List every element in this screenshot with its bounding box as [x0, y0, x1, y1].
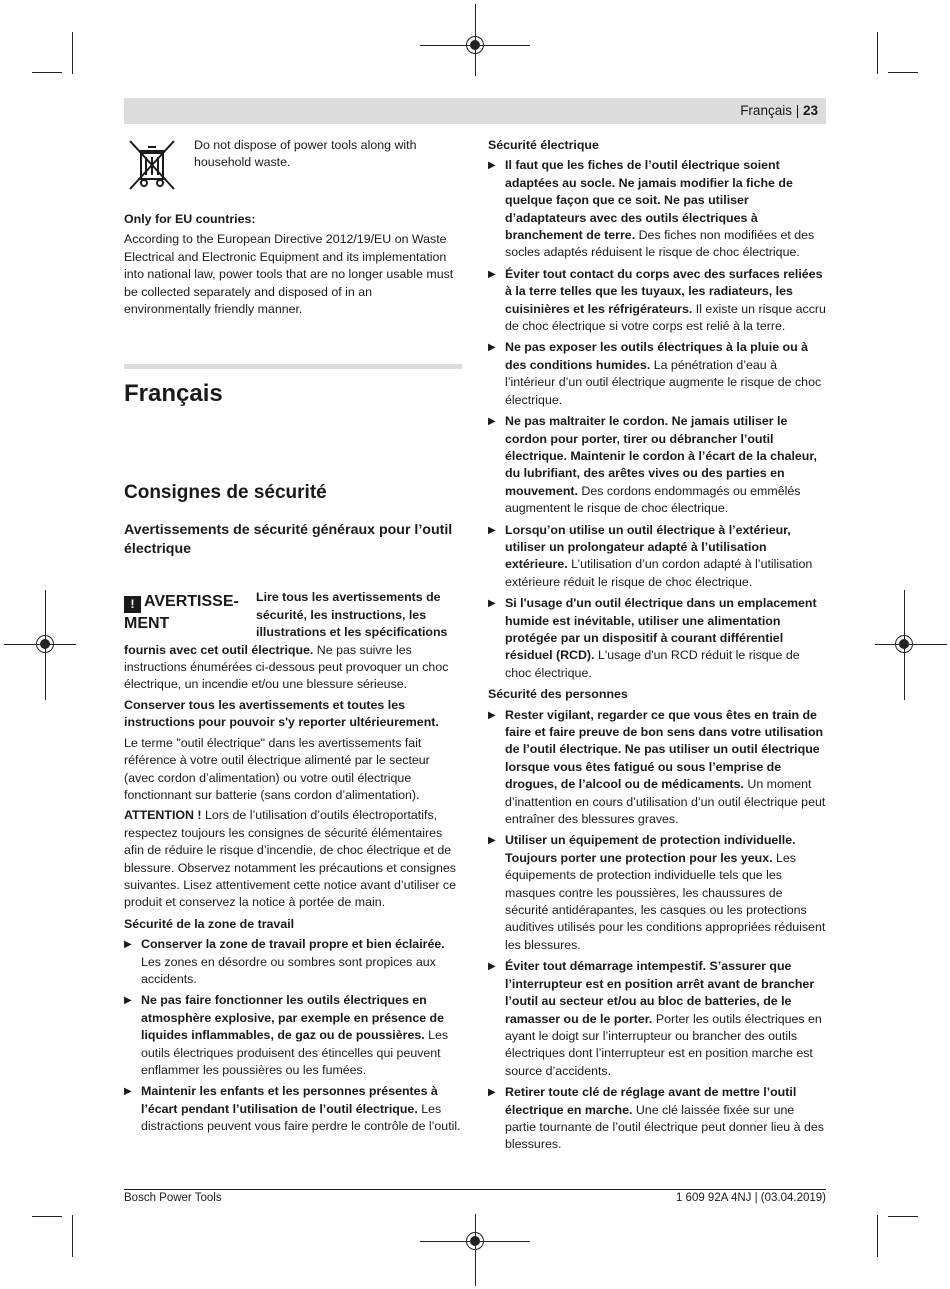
list-item: ▶ Si l'usage d'un outil électrique dans un emplacement humide est inévitable, utiliser une alimentation protégée par un dispositif à courant différentiel résiduel (RCD). L'usage d'un RCD réduit le risque de choc électrique. — [488, 595, 826, 682]
list-item: ▶ Utiliser un équipement de protection individuelle. Toujours porter une protection pour les yeux. Les équipements de protection individuelle tels que les masques contre les poussières, les chaussures de sécurité antidérapantes, les casques ou les protections auditives utilisés pour les conditions appropriées réduisent les blessures. — [488, 832, 826, 954]
section-divider — [124, 364, 462, 369]
warning-label — [124, 591, 248, 634]
personal-heading: Sécurité des personnes — [488, 687, 628, 702]
section-subtitle: Consignes de sécurité — [124, 482, 327, 504]
list-item: ▶ Retirer toute clé de réglage avant de mettre l’outil électrique en marche. Une clé laissée fixée sur une partie tournante de l’outil électrique peut donner lieu à des blessures. — [488, 1084, 826, 1154]
list-item: ▶ Éviter tout contact du corps avec des surfaces reliées à la terre telles que les tuyaux, les radiateurs, les cuisinières et les réfrigérateurs. Il existe un risque accru de choc électrique si votre corps est relié à la terre. — [488, 266, 826, 336]
section-title: Français — [124, 380, 223, 408]
attention-label: ATTENTION ! — [124, 808, 202, 823]
keep-instructions: Conserver tous les avertissements et toutes les instructions pour pouvoir s'y reporter ultérieurement. — [124, 697, 439, 730]
general-warnings-heading: Avertissements de sécurité généraux pour l’outil électrique — [124, 522, 453, 558]
warning-triangle-icon: ! — [124, 596, 141, 613]
crossed-out-wheelie-bin-icon — [124, 137, 180, 193]
term-definition: Le terme "outil électrique" dans les avertissements fait référence à votre outil électrique alimenté par le secteur (avec cordon d’alimentation) ou votre outil électrique fonctionnant sur batterie (sans cordon d’alimentation). — [124, 735, 430, 802]
warning-lead: Lire tous les avertissements de sécurité, les instructions, les illustrations et les spécifications fournis avec cet outil électrique. — [124, 590, 448, 657]
list-item: ▶ Éviter tout démarrage intempestif. S’assurer que l’interrupteur est en position arrêt avant de brancher l’outil au secteur et/ou au bloc de batteries, de le ramasser ou de le porter. Porter les outils électriques en ayant le doigt sur l’interrupteur ou brancher des outils électriques dont l’interrupteur est en position marche est source d’accidents. — [488, 958, 826, 1080]
list-item: ▶ Rester vigilant, regarder ce que vous êtes en train de faire et faire preuve de bon sens dans votre utilisation de l’outil électrique. Ne pas utiliser un outil électrique lorsque vous êtes fatigué ou sous l’emprise de drogues, de l’alcool ou de médicaments. Un moment d’inattention en cours d’utilisation d’un outil électrique peut entraîner des blessures graves. — [488, 707, 826, 829]
work-area-heading: Sécurité de la zone de travail — [124, 916, 295, 931]
list-item: ▶ Conserver la zone de travail propre et bien éclairée. Les zones en désordre ou sombres sont propices aux accidents. — [124, 936, 462, 988]
right-column — [488, 137, 826, 1158]
eu-heading: Only for EU countries: — [124, 212, 256, 226]
list-item: ▶ Ne pas maltraiter le cordon. Ne jamais utiliser le cordon pour porter, tirer ou débrancher l’outil électrique. Maintenir le cordon à l’écart de la chaleur, du lubrifiant, des arêtes vives ou des parties en mouvement. Des cordons endommagés ou emmêlés augmentent le risque de choc électrique. — [488, 413, 826, 517]
electrical-heading: Sécurité électrique — [488, 138, 599, 152]
header-language: Français — [740, 103, 792, 118]
list-item: ▶ Maintenir les enfants et les personnes présentes à l’écart pendant l’utilisation de l’outil électrique. Les distractions peuvent vous faire perdre le contrôle de l’outil. — [124, 1083, 462, 1135]
page-number: 23 — [802, 103, 818, 118]
list-item: ▶ Ne pas exposer les outils électriques à la pluie ou à des conditions humides. La pénétration d’eau à l’intérieur d’un outil électrique augmente le risque de choc électrique. — [488, 339, 826, 409]
list-item: ▶ Lorsqu’on utilise un outil électrique à l’extérieur, utiliser un prolongateur adapté à l’utilisation extérieure. L’utilisation d’un cordon adapté à l’utilisation extérieure réduit le risque de choc électrique. — [488, 522, 826, 592]
left-column — [124, 137, 462, 1140]
footer-brand: Bosch Power Tools — [124, 1192, 222, 1204]
warning-label-text: AVERTISSE-MENT — [124, 593, 239, 633]
attention-text: Lors de l’utilisation d’outils électroportatifs, respectez toujours les consignes de sécurité élémentaires afin de réduire le risque d’incendie, de choc électrique et de blessure. Observez notamment les précautions et consignes suivantes. Lisez attentivement cette notice avant d’utiliser ce produit et conservez la notice à portée de main. — [124, 808, 456, 910]
page-header: Français | 23 — [124, 98, 826, 124]
weee-notice-text: Do not dispose of power tools along with household waste. — [194, 138, 417, 170]
registration-mark-right — [895, 635, 913, 653]
warning-block — [124, 589, 462, 693]
eu-text: According to the European Directive 2012/19/EU on Waste Electrical and Electronic Equipment and its implementation into national law, power tools that are no longer usable must be collected separately and disposed of in an environmentally friendly manner. — [124, 232, 454, 317]
list-item: ▶ Il faut que les fiches de l’outil électrique soient adaptées au socle. Ne jamais modifier la fiche de quelque façon que ce soit. Ne pas utiliser d’adaptateurs avec des outils électriques à branchement de terre. Des fiches non modifiées et des socles adaptés réduisent le risque de choc électrique. — [488, 157, 826, 261]
footer-divider — [124, 1189, 826, 1190]
registration-mark-left — [36, 635, 54, 653]
weee-notice — [124, 137, 462, 193]
warning-lead-rest: Ne pas suivre les instructions énumérées ci-dessous peut provoquer un choc électrique, un incendie et/ou une blessure sérieuse. — [124, 642, 449, 692]
registration-mark-bottom — [466, 1232, 484, 1250]
registration-mark-top — [466, 36, 484, 54]
list-item: ▶ Ne pas faire fonctionner les outils électriques en atmosphère explosive, par exemple en présence de liquides inflammables, de gaz ou de poussières. Les outils électriques produisent des étincelles qui peuvent enflammer les poussières ou les fumées. — [124, 992, 462, 1079]
footer-doc-ref: 1 609 92A 4NJ | (03.04.2019) — [675, 1192, 826, 1204]
